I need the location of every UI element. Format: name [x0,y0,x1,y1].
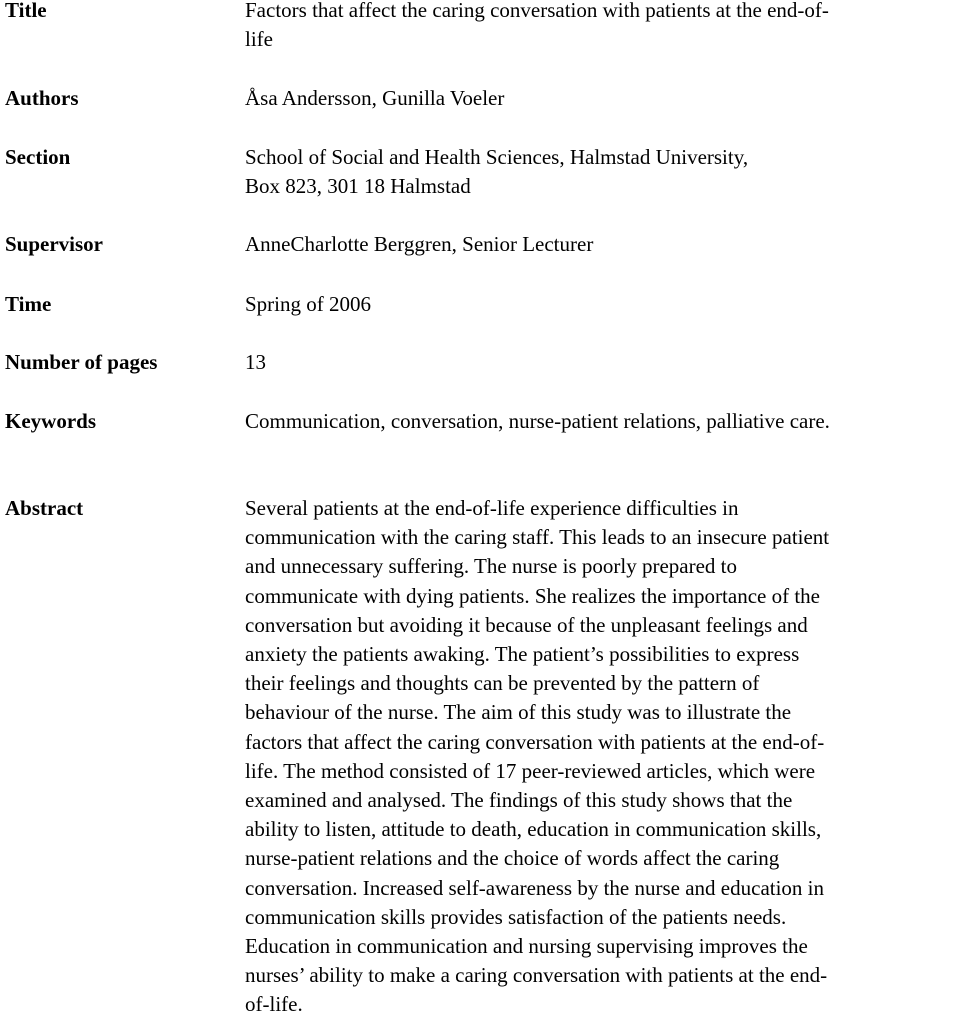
abstract-line: conversation but avoiding it because of the unpleasant feelings and [245,612,808,637]
section-value [245,143,957,201]
abstract-line: communicate with dying patients. She realizes the importance of the [245,583,820,608]
abstract-line: life. The method consisted of 17 peer-reviewed articles, which were [245,758,816,783]
abstract-label: Abstract [5,496,84,520]
abstract-line: their feelings and thoughts can be prevented by the pattern of [245,671,760,696]
section-label: Section [5,145,71,169]
title-value [245,0,957,54]
abstract-line: behaviour of the nurse. The aim of this study was to illustrate the [245,700,792,725]
pages-label: Number of pages [5,350,158,374]
abstract-line: nurse-patient relations and the choice of words affect the caring [245,846,780,871]
keywords-label: Keywords [5,409,96,433]
abstract-line: and unnecessary suffering. The nurse is poorly prepared to [245,554,737,579]
title-line: life [245,27,273,52]
title-line: Factors that affect the caring conversation with patients at the end-of- [245,0,829,22]
title-label: Title [5,0,47,22]
abstract-body [245,494,957,1020]
time-label: Time [5,292,52,316]
time-value: Spring of 2006 [245,292,371,316]
abstract-line: communication with the caring staff. This leads to an insecure patient [245,525,830,550]
abstract-line: of-life. [245,992,303,1017]
keywords-value: Communication, conversation, nurse-patient relations, palliative care. [245,409,830,433]
section-line: Box 823, 301 18 Halmstad [245,174,471,199]
abstract-line: anxiety the patients awaking. The patient’s possibilities to express [245,642,800,667]
abstract-line: conversation. Increased self-awareness by the nurse and education in [245,875,825,900]
abstract-line: Education in communication and nursing supervising improves the [245,934,808,959]
abstract-line: Several patients at the end-of-life experience difficulties in [245,496,739,520]
abstract-line: communication skills provides satisfaction of the patients needs. [245,904,787,929]
supervisor-value: AnneCharlotte Berggren, Senior Lecturer [245,232,594,256]
authors-value: Åsa Andersson, Gunilla Voeler [245,86,505,110]
authors-label: Authors [5,86,79,110]
section-line: School of Social and Health Sciences, Halmstad University, [245,145,749,169]
pages-value: 13 [245,350,266,374]
supervisor-label: Supervisor [5,232,104,256]
abstract-line: nurses’ ability to make a caring conversation with patients at the end- [245,963,828,988]
abstract-line: ability to listen, attitude to death, education in communication skills, [245,817,822,842]
abstract-line: examined and analysed. The findings of this study shows that the [245,788,793,813]
abstract-line: factors that affect the caring conversation with patients at the end-of- [245,729,825,754]
